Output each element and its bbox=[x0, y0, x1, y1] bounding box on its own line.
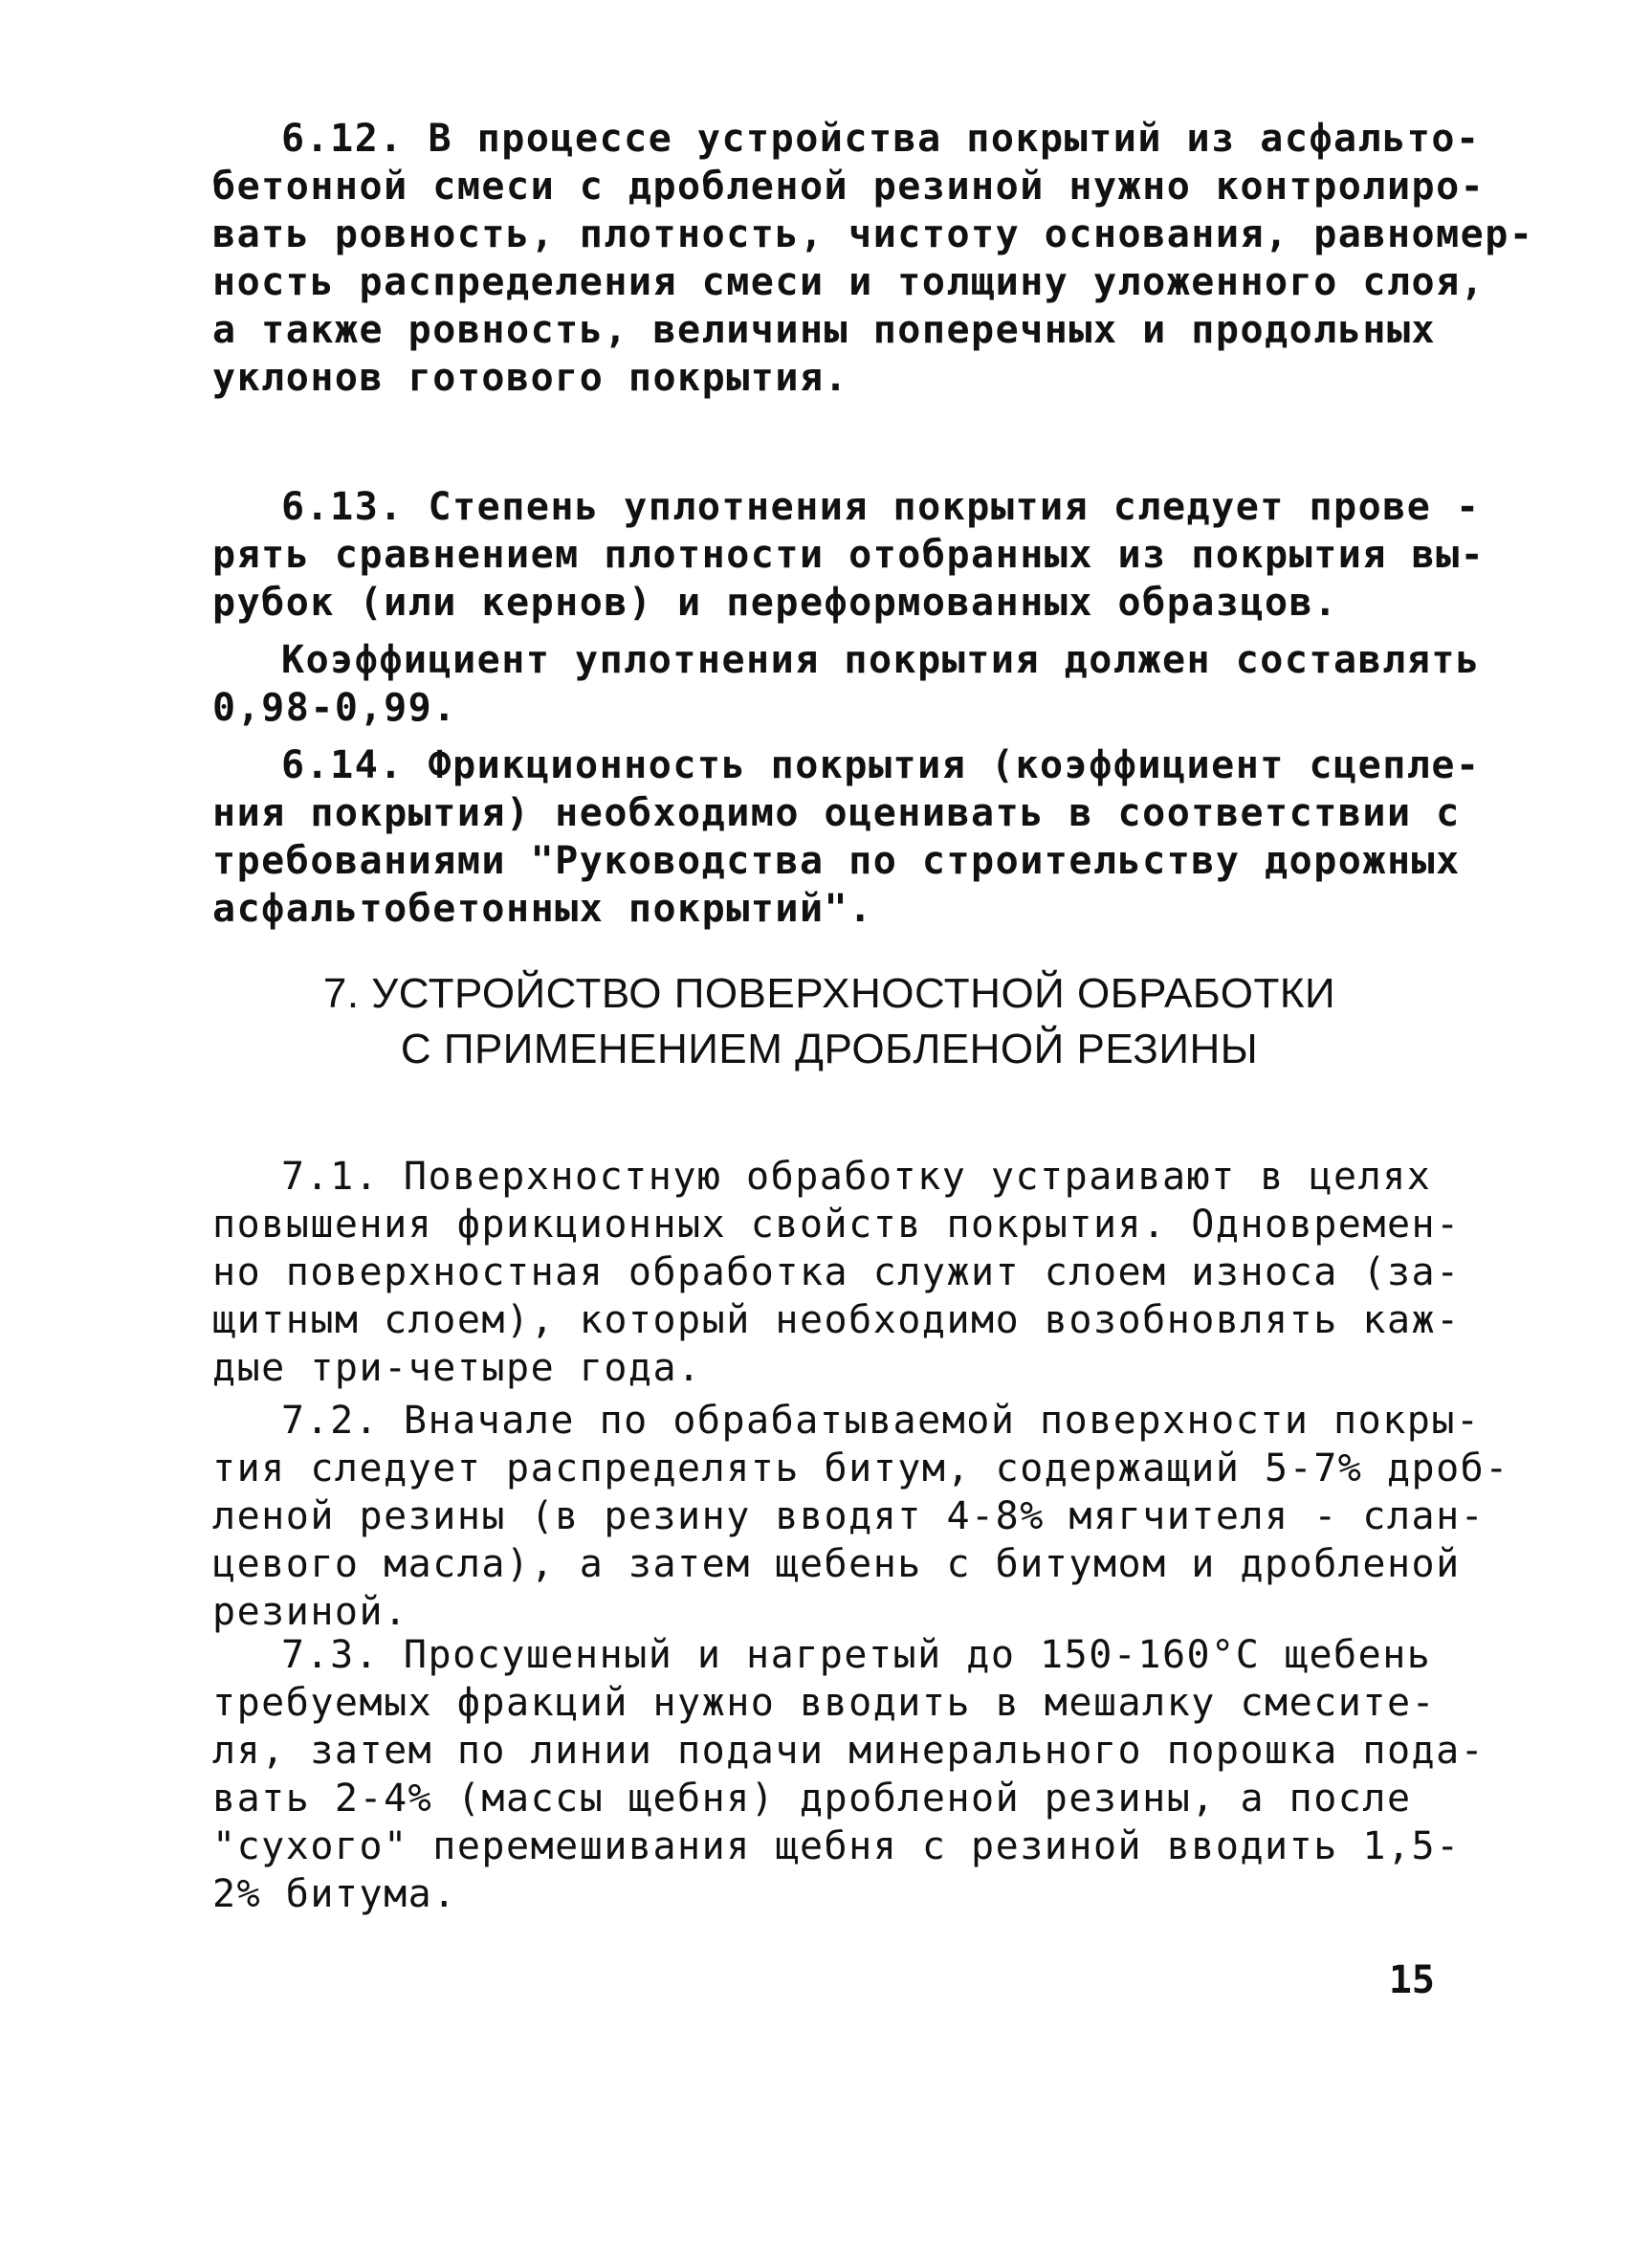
paragraph-6-13-coefficient bbox=[212, 636, 1481, 732]
text-line: вать ровность, плотность, чистоту основания, равномер- bbox=[212, 212, 1534, 256]
text-line: вать 2-4% (массы щебня) дробленой резины, а после bbox=[212, 1777, 1412, 1821]
text-line: 7.2. Вначале по обрабатываемой поверхности покры- bbox=[281, 1399, 1481, 1443]
text-line: 0,98-0,99. bbox=[212, 686, 457, 730]
text-line: щитным слоем), который необходимо возобновлять каж- bbox=[212, 1298, 1461, 1342]
text-line: Коэффициент уплотнения покрытия должен составлять bbox=[281, 638, 1481, 682]
text-line: "сухого" перемешивания щебня с резиной вводить 1,5- bbox=[212, 1824, 1461, 1868]
text-line: 6.14. Фрикционность покрытия (коэффициент сцепле- bbox=[281, 743, 1481, 787]
heading-line-1: 7. УСТРОЙСТВО ПОВЕРХНОСТНОЙ ОБРАБОТКИ bbox=[322, 970, 1336, 1017]
text-line: требуемых фракций нужно вводить в мешалку смесите- bbox=[212, 1681, 1437, 1725]
text-line: рять сравнением плотности отобранных из покрытия вы- bbox=[212, 533, 1486, 577]
text-line: а также ровность, величины поперечных и продольных bbox=[212, 308, 1437, 352]
text-line: 7.3. Просушенный и нагретый до 150-160°С щебень bbox=[281, 1633, 1432, 1677]
text-line: 6.13. Степень уплотнения покрытия следует прове - bbox=[281, 485, 1481, 529]
text-line: асфальтобетонных покрытий". bbox=[212, 887, 873, 931]
text-line: уклонов готового покрытия. bbox=[212, 356, 849, 400]
text-line: леной резины (в резину вводят 4-8% мягчителя - слан- bbox=[212, 1494, 1486, 1538]
text-line: ность распределения смеси и толщину уложенного слоя, bbox=[212, 260, 1486, 304]
text-line: повышения фрикционных свойств покрытия. Одновремен- bbox=[212, 1203, 1461, 1247]
text-line: рубок (или кернов) и переформованных образцов. bbox=[212, 581, 1338, 625]
section-7-heading bbox=[212, 966, 1446, 1077]
text-line: 2% битума. bbox=[212, 1872, 457, 1916]
heading-line-2: С ПРИМЕНЕНИЕМ ДРОБЛЕНОЙ РЕЗИНЫ bbox=[400, 1026, 1259, 1072]
paragraph-7-2 bbox=[212, 1397, 1509, 1636]
text-line: бетонной смеси с дробленой резиной нужно контролиро- bbox=[212, 165, 1486, 209]
text-line: ния покрытия) необходимо оценивать в соответствии с bbox=[212, 791, 1461, 835]
text-line: требованиями "Руководства по строительству дорожных bbox=[212, 839, 1461, 883]
paragraph-6-14 bbox=[212, 741, 1481, 933]
text-line: резиной. bbox=[212, 1590, 408, 1634]
text-line: 7.1. Поверхностную обработку устраивают в целях bbox=[281, 1155, 1432, 1199]
text-line: тия следует распределять битум, содержащий 5-7% дроб- bbox=[212, 1446, 1509, 1490]
paragraph-7-3 bbox=[212, 1631, 1486, 1918]
paragraph-6-12 bbox=[212, 115, 1534, 402]
text-line: ля, затем по линии подачи минерального порошка пода- bbox=[212, 1729, 1486, 1773]
text-line: цевого масла), а затем щебень с битумом и дробленой bbox=[212, 1542, 1461, 1586]
paragraph-7-1 bbox=[212, 1153, 1461, 1392]
text-line: 6.12. В процессе устройства покрытий из асфальто- bbox=[281, 117, 1481, 161]
text-line: дые три-четыре года. bbox=[212, 1346, 702, 1390]
page-number: 15 bbox=[1388, 1958, 1435, 2002]
paragraph-6-13 bbox=[212, 483, 1486, 627]
text-line: но поверхностная обработка служит слоем износа (за- bbox=[212, 1250, 1461, 1294]
